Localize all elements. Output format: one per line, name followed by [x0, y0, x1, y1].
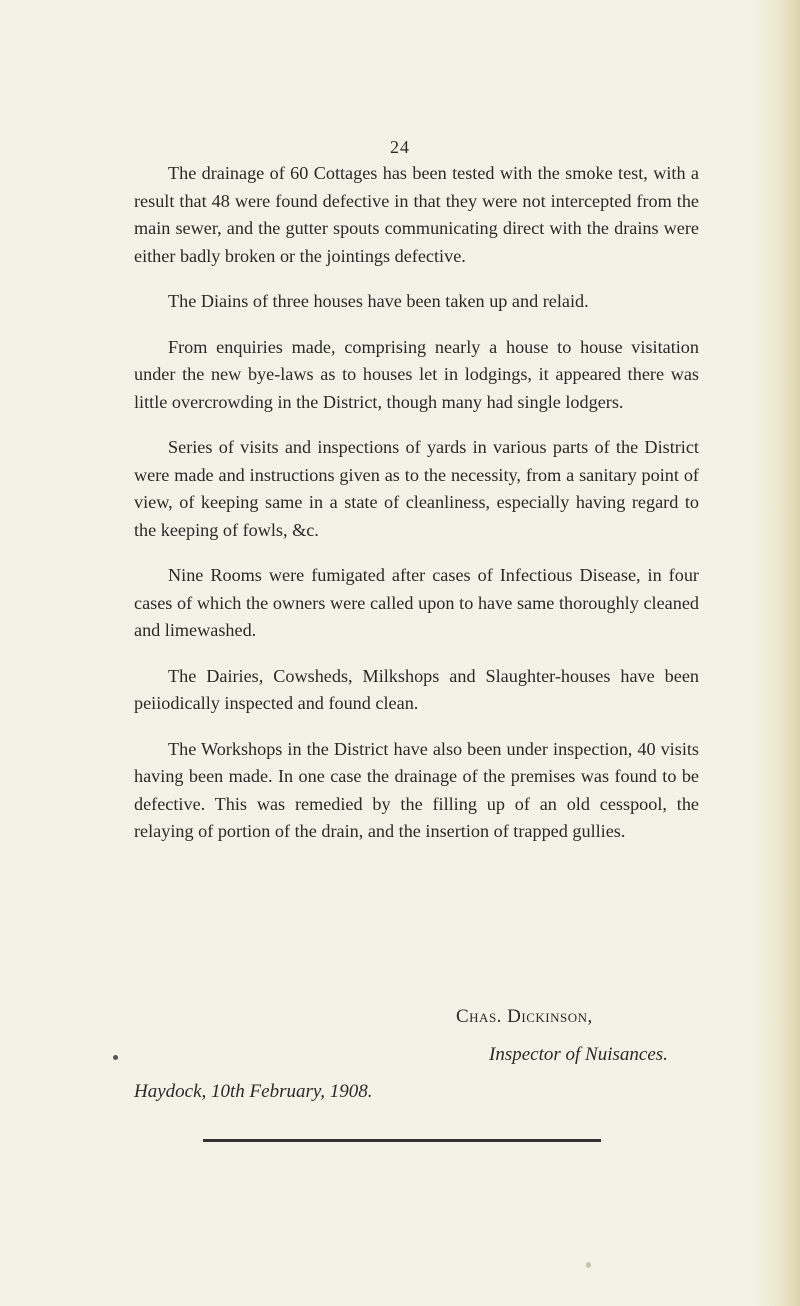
report-body [134, 160, 699, 864]
signature-title: Inspector of Nuisances. [489, 1044, 668, 1065]
paragraph-yard-inspections: Series of visits and inspections of yards in various parts of the District were made and instructions given as to the necessity, from a sanitary point of view, of keeping same in a state of cleanliness, especially having regard to the keeping of fowls, &c. [134, 437, 699, 540]
signature-name: Chas. Dickinson, [456, 1006, 593, 1027]
paragraph-drainage-test: The drainage of 60 Cottages has been tested with the smoke test, with a result that 48 were found defective in that they were not intercepted from the main sewer, and the gutter spouts communicating direct with the drains were either badly broken or the jointings defective. [134, 163, 699, 266]
paragraph-dairies: The Dairies, Cowsheds, Milkshops and Slaughter-houses have been peiiodically inspected and found clean. [134, 665, 699, 713]
page-number: 24 [390, 137, 410, 157]
paragraph-workshops: The Workshops in the District have also been under inspection, 40 visits having been made. In one case the drainage of the premises was found to be defective. This was remedied by the filling up of an old cesspool, the relaying of portion of the drain, and the insertion of trapped gullies. [134, 738, 699, 841]
paragraph-drains-relaid: The Diains of three houses have been taken up and relaid. [168, 291, 589, 311]
dateline: Haydock, 10th February, 1908. [134, 1081, 373, 1102]
paper-speck [586, 1262, 591, 1268]
closing-rule [203, 1139, 601, 1142]
paragraph-fumigation: Nine Rooms were fumigated after cases of Infectious Disease, in four cases of which the owners were called upon to have same thoroughly cleaned and limewashed. [134, 565, 699, 640]
paragraph-overcrowding: From enquiries made, comprising nearly a house to house visitation under the new bye-laws as to houses let in lodgings, it appeared there was little overcrowding in the District, though many had single lodgers. [134, 336, 699, 412]
margin-dot [113, 1055, 118, 1060]
page-edge-shadow [754, 0, 800, 1306]
